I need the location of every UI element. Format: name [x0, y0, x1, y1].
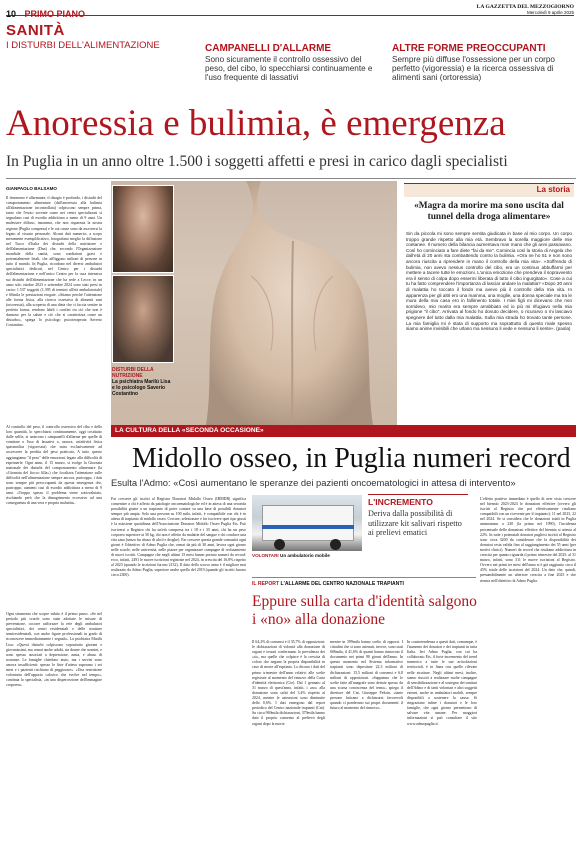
photo-caption — [112, 367, 172, 397]
divider — [6, 178, 576, 179]
page-header — [6, 4, 574, 19]
caption-label: VOLONTARI — [252, 553, 279, 558]
increment-title: L'INCREMENTO — [368, 494, 468, 507]
story-label: La storia — [536, 185, 570, 194]
ambulance-body — [262, 505, 354, 541]
increment-box — [368, 494, 468, 538]
caption-text: La psichiatra Marilù Lisa e lo psicologo Saverio Costantino — [112, 379, 171, 397]
section-band: LA CULTURA DELLA «SECONDA OCCASIONE» — [111, 425, 576, 437]
article-column: Il 64,2% di consensi e il 35,7% di opposizioni: le dichiarazioni di volontà alla donazione di organi e tessuti confermano la prevalenza dei «sì», ma quelle che colpisce è la crescita di coloro che negano la propria disponibilità in caso di morte all'espianto. Lo dicono i dati del primo trimestre dell'anno relativi alle scelte registrate al momento del rinnovo della Carta d'identità elettronica (Cie). Dal 1 gennaio al 31 marzo di quest'anno, infatti, i «no» alla donazione sono saliti del 3,4% rispetto al 2024, mentre le astensioni sono diminuite dello 0,6%. I dati emergono dal report periodico del Centro nazionale trapianti (Cnt). Su circa 969mila dichiarazioni, 379mila hanno dato il proprio consenso al prelievo degli organi dopo la morte. — [252, 640, 325, 726]
report-headline: Eppure sulla carta d'identità salgono i «no» alla donazione — [252, 593, 477, 628]
portrait-photo-costantino — [112, 275, 174, 363]
article-column: Al controllo del peso, il controllo ossessivo del cibo e delle loro quantità, lo specchiarsi continuamente, oggi costituito dalle selfie, si uniscono i campanelli d'allarme per quelle di vomitare o l'uso di lassativi o, ancora, un'attività fisica spasmodica (vigoressia) che mira esclusivamente ad accrescere la perdita del peso praticato, A tutto questo aggiungiamo "il peso" delle emozioni, legato alla difficoltà di esprimerle. Ogni anno, il 15 marzo, si svolge la Giornata nazionale dei disturbi del comportamento alimentare (la «Giornata del fiocco lilla») che focalizza l'attenzione sulle difficoltà nell'alimentazione sempre ancora, purtroppo, i dati sono sempre più preoccupanti da questa emergenza che, purtroppo, aumenti casi di esordio addirittura a meno di 9 anni. «Troppo spesso il problema viene sottovalutato, rischiando però che la dimagrimento eccessivo ad una conseguenza di una vera e propria malattia». — [6, 425, 102, 506]
kicker-subtitle: I DISTURBI DELL'ALIMENTAZIONE — [6, 40, 160, 51]
box-campanelli — [205, 43, 375, 83]
issue-date: Mercoledì 9 aprile 2025 — [526, 10, 574, 15]
article-column: In controtendenza a questi dati, comunque, è l'aumento dei donatori e dei trapianti in tutta Italia. Ieri Admo Puglia, con cui ha collaborato Ets, il forte incremento del trend numerico a tutte le sue articolazioni territoriali, è in linea con quelle rilevate nelle strutture. Negli ultimi mesi, inoltre, siamo riusciti a realizzare molte campagne di sensibilizzazione e al sostegno dei sanitari dell'Admo e di tanti volontari e altri soggetti esterni, anche in ambulatori mobili, sempre disponibili a sostenere la causa. Si ringraziano infine i donatori e le loro famiglie, che ogni giorno permettono di salvare vite umane. Per maggiori informazioni si può consultare il sito www.admopuglia.it. — [407, 640, 477, 726]
report-tag: IL REPORT — [252, 581, 280, 587]
second-headline: Midollo osseo, in Puglia numeri record — [132, 443, 571, 474]
article-column: mentre in 399mila hanno scelto di opporsi. I cittadini che si sono astenuti, invece, sono stati 606mila, il 41,6% di quanti hanno rinnovato il documento nei primi 90 giorni dell'anno. In questo momento nel Sistema informativo trapianti sono depositate 22,3 milioni di dichiarazioni: 15,5 milioni di consensi e 6,8 milioni di opposizioni. «Sappiamo che le scelte fatte all'anagrafe sono dettate spesso da una scarsa conoscenza del tema», spiega il direttore del Cnt, Giuseppe Feltrin, «tante persone faticano a dichiararsi favorevoli quando ci ponderano sui propri documenti: il futuro al momento del rinnovo». — [330, 640, 403, 711]
byline: GIANPAOLO BALSAMO — [6, 186, 57, 191]
caption-title: DISTURBI DELLA NUTRIZIONE — [112, 367, 154, 379]
article-column: L'effetto positivo immediato è quello di aver visto crescere nel biennio 2023-2024 le donazioni effettive (ovvero gli iscritti al Registro che poi effettivamente risultano compatibili con un ricevente per il trapianto): 11 nel 2023, 22 nel 2024. Se si considera che le donazioni totali in Puglia ammontano a 230 (la prima nel 1990), l'incidenza percentuale delle donazioni effettive del biennio si attesta al 22%. In tutte i potenziali donatori pugliesi iscritti al Registro sono circa 3200 da considerare che la disponibilità dei donatori resta valida fino al raggiungimento dei 55 anni (per motivi clinici). Numeri da record che risultano addirittura in crescita per quanto riguarda il primo trimestre del 2025: al 31 marzo, infatti, sono 311 le nuove iscrizioni al Registro. Ovvero nei primi tre mesi dell'anno si è già raggiunto circa il 45% totale delle iscrizioni del 2024. Un dato che, quindi, presumibilmente un ulteriore crescita a fine 2025 e che rientra nell'obiettivo di Admo Puglia. — [480, 497, 576, 583]
box-title: ALTRE FORME PREOCCUPANTI — [392, 43, 546, 54]
wheel-icon — [274, 539, 285, 550]
kicker-title: SANITÀ — [6, 22, 65, 39]
portrait-photo-lisa — [112, 185, 174, 273]
report-label — [252, 581, 482, 587]
kicker — [6, 22, 166, 51]
ambulance-stripe — [262, 525, 354, 529]
wheel-icon — [330, 539, 341, 550]
main-subheadline: In Puglia in un anno oltre 1.500 i soggetti affetti e presi in carico dagli specialisti — [6, 153, 508, 170]
main-headline: Anoressia e bulimia, è emergenza — [6, 103, 506, 144]
newspaper-name: LA GAZZETTA DEL MEZZOGIORNO — [476, 4, 574, 10]
story-sidebar — [404, 183, 574, 423]
section-name: PRIMO PIANO — [24, 9, 85, 19]
report-tagline: L'ALLARME DEL CENTRO NAZIONALE TRAPIANTI — [280, 581, 404, 587]
story-body: Sin da piccola mi sono sempre sentita giudicata in base al mio corpo. Un corpo troppo grande rispetto alla mia età. Sembravo la sorella maggiore delle mie coetanee. Il numero della bilancia aumentava man mano che gli anni passavano. Così ho cominciato a fare diete "fai da me". Comincia così la storia di Angela che dall'età di 20 anni sta combattendo contro la bulimia. «Ora ne ho 51 e non sono ancora riuscita a riprendere in mano il controllo della mia vita». «Soffrendo di bulimia, non avevo nessun controllo del cibo, era un continuo abbuffarmi per mettere a tacere tutte le emozioni. L'unica emozione che prendeva il sopravvento era il senso di colpa dopo essermi liberata di tutto il cibo ingurgitato». Cose a cui tu ha fatto comprendere l'importanza di lasciar andare la malattia? «Dopo 30 anni di malattia ho toccato il fondo ma avevo più il controllo della mia vita. In apparenza per gli altri ero una mamma, una moglie, una donna speciale ma tra le mura della mia casa ero in fallimento totale. I miei figli mi dicevano che non sorridevo, mio marito era sempre arrabbiato ed io più mi rifugiavo nella mia prigione "il cibo". Arrivata al fondo ho dovuto decidere, o ricurarvo o mi lasciavo spegnere del tutto dalla mia malattia. Sulla mia strada ho trovato tante persone. La mia famiglia mi è stata di supporto ma soprattutto di questo male spesso siamo anime invisibili che urlano ma nessuno li vede e nessuno li sente». (paola) — [406, 231, 572, 332]
box-text: Sempre più diffuse l'ossessione per un corpo perfetto (vigoressia) e la ricerca ossessiva di alimenti sani (ortoressia) — [392, 55, 555, 83]
story-quote: «Magra da morire ma sono uscita dal tunnel della droga alimentare» — [414, 201, 564, 222]
box-altre-forme — [392, 43, 574, 83]
box-title: CAMPANELLI D'ALLARME — [205, 43, 332, 54]
ambulance-photo — [252, 495, 362, 551]
ambulance-caption — [252, 553, 364, 558]
box-text: Sono sicuramente il controllo ossessivo del peso, del cibo, lo specchiarsi continuamente e l'uso frequente di lassativi — [205, 55, 373, 83]
story-label-bar — [404, 183, 574, 197]
page-number: 10 — [6, 9, 17, 19]
article-column: Ogni strumento che scopre subito è il primo passo. «Se nel periodo più scuole sono state adottate le misure di prevenzione, occorre rafforzare la rete degli ambulatori specialistici, dei centri residenziali e delle strutture semiresidenziali, con anche figure professionali in grado di riconoscere immediatamente i segnali». La psichiatra Marilù Lisa: «Questi disturbi colpiscono soprattutto giovani e giovanissimi, ma ormai anche adulti, sia donne che uomini, e sono spesso associati a depressione, ansia, e abuso di sostanze. Le famiglie chiedono aiuto, ma i servizi sono ancora insufficienti: spesso le liste d'attesa superano i sei mesi e i pazienti rischiano di peggiorare». «Una restrizione volontaria dell'apporto calorico che evolve nel tempo», continua lo specialista, «in una dispercezione dell'immagine corporea». — [6, 612, 102, 688]
article-column: Far crescere gli iscritti al Registro Donatori Midollo Osseo (IBMDR) significa consentire a chi è affetto da patologie oncoematologiche ed è in attesa di una seconda possibilità grazie a un trapianto di poter contare su una base di possibili donatori sempre più ampia. Solo una persona su 100 mila, infatti, è compatibile con chi è in attesa di trapianto di midollo osseo. Cercare, selezionare e far iscrivere quei tipo giusti è la missione quotidiana dell'Associazione Donatori Midollo Osseo Puglia Ets. Può iscriversi a Registro chi ha un'età compresa tra i 18 e i 35 anni, chi ha un peso corporeo superiore ai 50 kg, chi non è affetto da malattie del sangue e chi conduce una vita sana (senza far abuso di alcol e droghe). Far crescere questa grande comunità ogni giorni è l'obiettivo di Admo Puglia che, ormai da più di 30 anni, lavora ogni giorno nelle scuole, nelle università, nelle piazze per organizzare campagne di reclutamento di nuovi iscritti. Campagne che negli ultimi 15 mesi hanno portato numeri da record: ecco, infatti, 2491 le nuove iscrizioni registrate nel 2024, in crescita del 16,8% rispetto al 2023 (quando le iscrizioni furono 2132). Il dato dello scorso anno è il migliore mai realizzato da Admo Puglia, superiore anche quello del 2019 (quando gli iscritti furono circa 2300). — [111, 497, 246, 578]
divider — [252, 577, 476, 578]
second-subheadline: Esulta l'Admo: «Così aumentano le speranze dei pazienti oncoematologici in attesa di intervento» — [111, 477, 516, 488]
article-column: Il fenomeno è allarmante, il disagio è profondo, i disturbi del comportamento alimentare (dall'anoressia alla bulimia all'alimentazione incontrollata) colpiscono sempre prima, tanto che l'esoto sovente come nei centri specializzati si segnalano casi di esordio addirittura a meno di 9 anni. Un malessere diffuso, insomma, che non risparmia la nostra regione (Puglia compresa) e le cui cause sono da ascriversi la legato al vissuto personale. Alcuni dati numerici, a scopo meramente esemplificativo, fotografano meglio la diffusione nel Tacco d'Italia dei disturbi della nutrizione e dell'alimentazione (Dna) che, secondo l'Organizzazione mondiale della sanità, sono condizioni gravi e potenzialmente letali, che affliggono milioni di persone in tutto il mondo. In Puglia, ricordano nel diversi ambulatori specialistici dedicati, nel Centro per i disturbi dell'alimentazione e nell'unico Centro per la cura intensiva sui disturbi dell'alimentazione che ha sede a Lecce, in un anno solo ottobre 2023 e settembre 2024 sono stati presi in carico 1.537 soggetti (1.395 di termini all'età ambulatoriale) e 60mila le prestazioni erogate. «Stiamo perché l'attenzione alle forma fisica, alla ricerca ossessiva di alimenti sani (ortoressia), alla scoperta di una dieta che ci faccia sentire in perfetta forma, rendono labili i confini tra ciò che non è dannoso per la salute e ciò che si caratterizza come un disturbo», spiega lo psicologo psicoterapeuta Saverio Costantino. — [6, 196, 102, 328]
increment-text: Deriva dalla possibilità di utilizzare kit salivari rispetto ai prelievi ematici — [368, 509, 462, 537]
caption-text: Un ambulatorio mobile — [280, 553, 330, 558]
